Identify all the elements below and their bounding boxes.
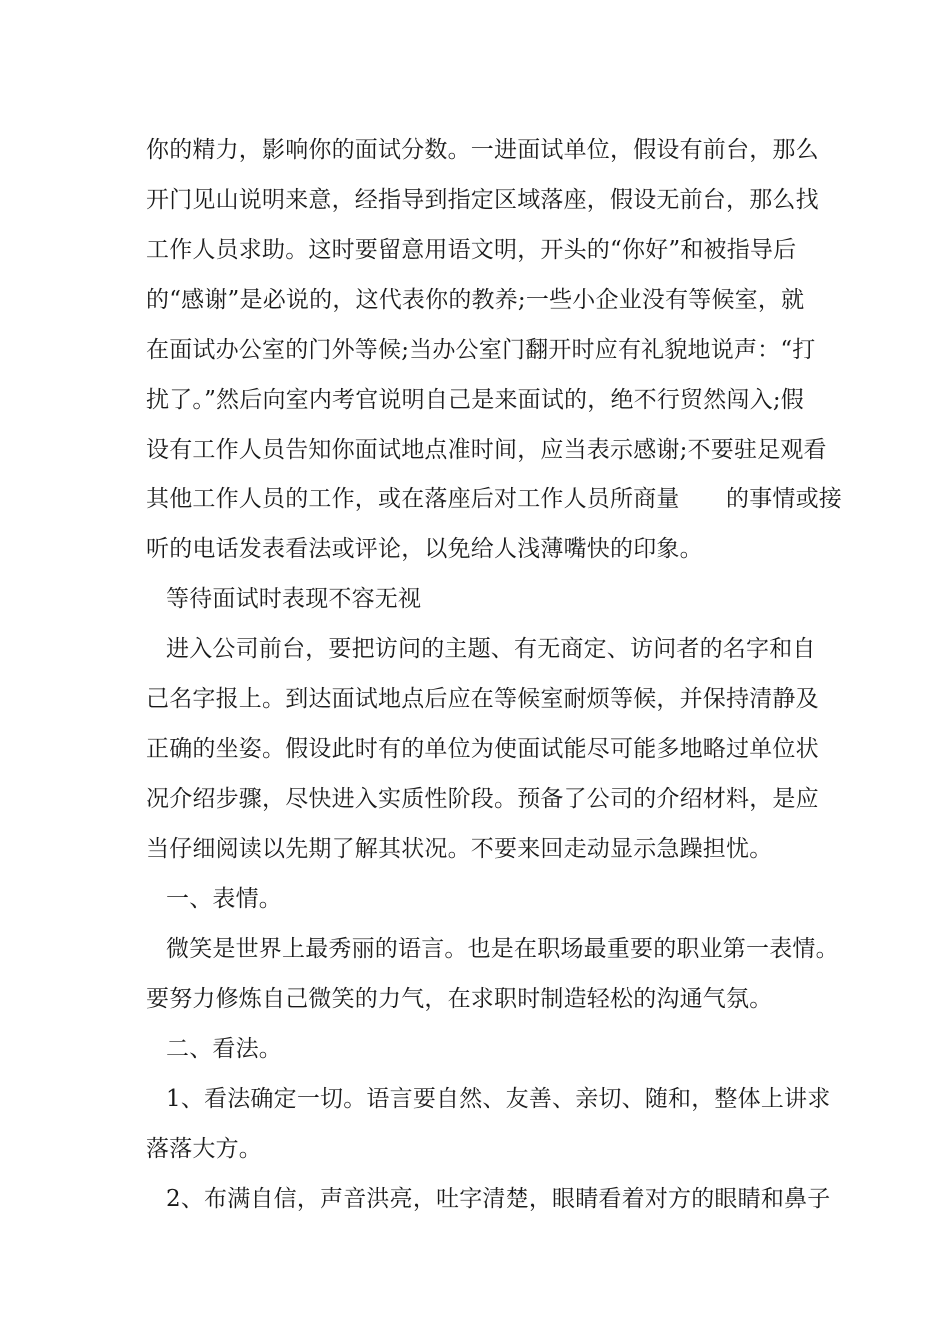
- text-line: 你的精力，影响你的面试分数。一进面试单位，假设有前台，那么: [146, 137, 819, 163]
- text-line: 其他工作人员的工作，或在落座后对工作人员所商量 的事情或接: [146, 486, 842, 512]
- paragraph-first-line: 1、看法确定一切。语言要自然、友善、亲切、随和，整体上讲求: [166, 1086, 831, 1112]
- text-line: 设有工作人员告知你面试地点准时间，应当表示感谢;不要驻足观看: [146, 437, 827, 463]
- section-heading: 二、看法。: [166, 1036, 282, 1062]
- text-line: 当仔细阅读以先期了解其状况。不要来回走动显示急躁担忧。: [146, 836, 773, 862]
- text-line: 工作人员求助。这时要留意用语文明，开头的“你好”和被指导后: [146, 237, 797, 263]
- text-line: 听的电话发表看法或评论，以免给人浅薄嘴快的印象。: [146, 536, 703, 562]
- section-heading: 一、表情。: [166, 886, 282, 912]
- text-line: 况介绍步骤，尽快进入实质性阶段。预备了公司的介绍材料，是应: [146, 786, 819, 812]
- paragraph-first-line: 2、布满自信，声音洪亮，吐字清楚，眼睛看着对方的眼睛和鼻子: [166, 1186, 831, 1212]
- section-heading: 等待面试时表现不容无视: [166, 586, 422, 612]
- paragraph-first-line: 进入公司前台，要把访问的主题、有无商定、访问者的名字和自: [166, 636, 816, 662]
- paragraph-first-line: 微笑是世界上最秀丽的语言。也是在职场最重要的职业第一表情。: [166, 936, 839, 962]
- text-line: 落落大方。: [146, 1136, 262, 1162]
- text-line: 扰了。”然后向室内考官说明自己是来面试的，绝不行贸然闯入;假: [146, 387, 805, 413]
- text-line: 己名字报上。到达面试地点后应在等候室耐烦等候，并保持清静及: [146, 686, 819, 712]
- text-line: 正确的坐姿。假设此时有的单位为使面试能尽可能多地略过单位状: [146, 736, 819, 762]
- text-line: 要努力修炼自己微笑的力气，在求职时制造轻松的沟通气氛。: [146, 986, 773, 1012]
- text-line: 在面试办公室的门外等候;当办公室门翻开时应有礼貌地说声：“打: [146, 337, 816, 363]
- text-line: 开门见山说明来意，经指导到指定区域落座，假设无前台，那么找: [146, 187, 819, 213]
- text-line: 的“感谢”是必说的，这代表你的教养;一些小企业没有等候室，就: [146, 287, 805, 313]
